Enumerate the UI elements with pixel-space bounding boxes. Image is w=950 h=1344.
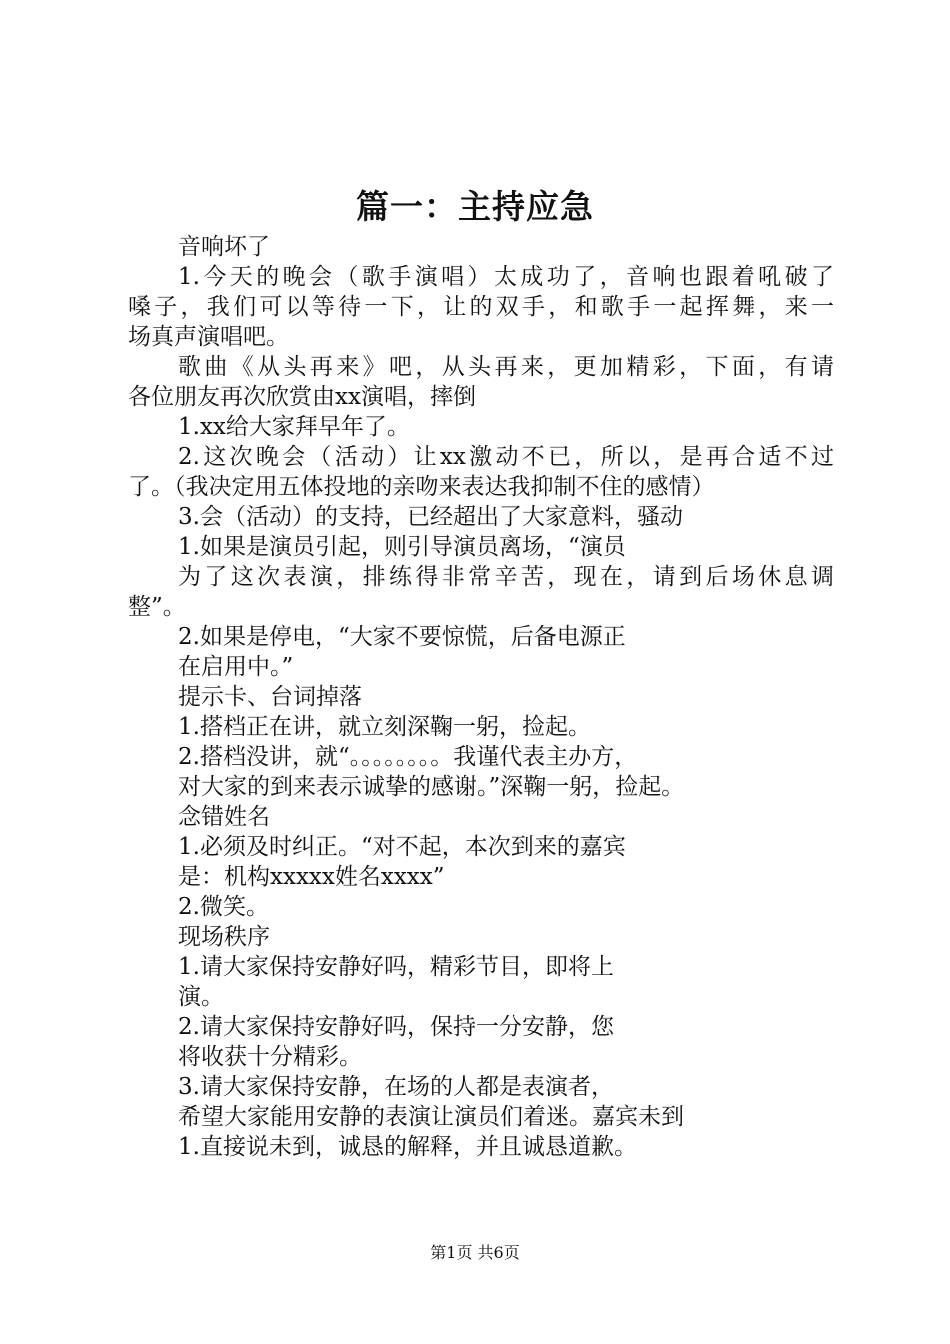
- body-line: 1.搭档正在讲，就立刻深鞠一躬，捡起。: [178, 714, 591, 740]
- body-line: 嗓子，我们可以等待一下，让的双手，和歌手一起挥舞，来一: [128, 294, 834, 320]
- body-line: 将收获十分精彩。: [178, 1044, 362, 1070]
- body-line: 1.xx给大家拜早年了。: [178, 414, 410, 440]
- section-heading: 念错姓名: [178, 804, 270, 830]
- body-line: 2.请大家保持安静好吗，保持一分安静，您: [178, 1014, 614, 1040]
- page-title: 篇一：主持应急: [356, 187, 594, 226]
- body-line: 歌曲《从头再来》吧，从头再来，更加精彩，下面，有请: [178, 354, 834, 380]
- body-line: 3.会（活动）的支持，已经超出了大家意料，骚动: [178, 504, 683, 530]
- body-line: 为了这次表演，排练得非常辛苦，现在，请到后场休息调: [178, 564, 834, 590]
- page-footer: 第1页 共6页: [430, 1243, 520, 1262]
- body-line: 1.请大家保持安静好吗，精彩节目，即将上: [178, 954, 614, 980]
- body-line: 演。: [178, 984, 224, 1010]
- body-line: 1.直接说未到，诚恳的解释，并且诚恳道歉。: [178, 1134, 637, 1160]
- body-line: 整”。: [128, 594, 186, 620]
- body-line: 2.这次晚会（活动）让xx激动不已，所以，是再合适不过: [178, 444, 834, 470]
- body-line: 场真声演唱吧。: [128, 324, 289, 350]
- document-body: [128, 232, 834, 1162]
- body-line: 了。（我决定用五体投地的亲吻来表达我抑制不住的感情）: [128, 474, 715, 500]
- section-heading: 音响坏了: [178, 234, 270, 260]
- body-line: 1.如果是演员引起，则引导演员离场，“演员: [178, 534, 626, 560]
- body-line: 1.必须及时纠正。“对不起，本次到来的嘉宾: [178, 834, 626, 860]
- body-line: 3.请大家保持安静，在场的人都是表演者，: [178, 1074, 614, 1100]
- body-line: 各位朋友再次欣赏由xx演唱，摔倒: [128, 384, 476, 410]
- body-line: 在启用中。”: [178, 654, 294, 680]
- body-line: 2.如果是停电，“大家不要惊慌，后备电源正: [178, 624, 626, 650]
- body-line: 是：机构xxxxx姓名xxxx”: [178, 864, 445, 890]
- section-heading: 提示卡、台词掉落: [178, 684, 362, 710]
- body-line: 希望大家能用安静的表演让演员们着迷。嘉宾未到: [178, 1104, 684, 1130]
- section-heading: 现场秩序: [178, 924, 270, 950]
- body-line: 对大家的到来表示诚挚的感谢。”深鞠一躬，捡起。: [178, 774, 685, 800]
- body-line: 2.微笑。: [178, 894, 269, 920]
- body-line: 2.搭档没讲，就“。。。。。。。。我谨代表主办方，: [178, 744, 638, 770]
- body-line: 1.今天的晚会（歌手演唱）太成功了，音响也跟着吼破了: [178, 264, 834, 290]
